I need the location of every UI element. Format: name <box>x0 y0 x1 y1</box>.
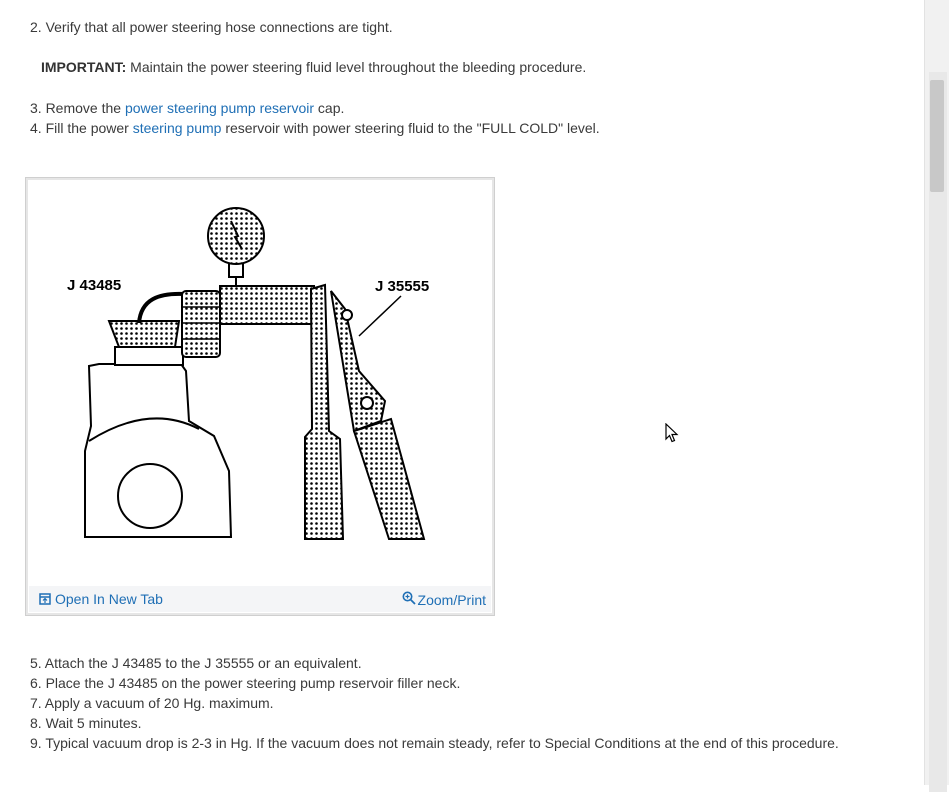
step-3 <box>30 98 344 118</box>
step-4-prefix: 4. Fill the power <box>30 120 133 136</box>
step-9: 9. Typical vacuum drop is 2-3 in Hg. If the vacuum does not remain steady, refer to Special Conditions at the end of this procedure. <box>30 735 839 751</box>
step-4 <box>30 118 600 138</box>
scrollbar-thumb[interactable] <box>930 80 944 192</box>
important-text: Maintain the power steering fluid level throughout the bleeding procedure. <box>126 59 587 75</box>
figure-image[interactable] <box>29 181 491 612</box>
vertical-scrollbar[interactable] <box>924 0 949 785</box>
label-j35555: J 35555 <box>375 278 430 295</box>
zoom-print-link[interactable] <box>402 591 486 608</box>
open-new-tab-icon <box>39 593 51 605</box>
vacuum-tool-diagram <box>29 181 491 581</box>
zoom-magnifier-icon <box>402 591 416 605</box>
open-new-tab-label: Open In New Tab <box>55 591 163 607</box>
figure-container <box>25 177 495 616</box>
label-j43485: J 43485 <box>67 277 122 294</box>
step-6: 6. Place the J 43485 on the power steering pump reservoir filler neck. <box>30 675 461 691</box>
link-power-steering-pump-reservoir[interactable]: power steering pump reservoir <box>124 100 315 116</box>
step-2: 2. Verify that all power steering hose connections are tight. <box>30 19 393 35</box>
figure-toolbar <box>29 586 491 612</box>
step-3-prefix: 3. Remove the <box>30 100 125 116</box>
step-7: 7. Apply a vacuum of 20 Hg. maximum. <box>30 695 274 711</box>
important-label: IMPORTANT: <box>41 59 127 75</box>
step-3-suffix: cap. <box>314 100 345 116</box>
step-8: 8. Wait 5 minutes. <box>30 715 142 731</box>
link-steering-pump[interactable]: steering pump <box>132 120 222 136</box>
open-new-tab-link[interactable] <box>39 591 163 607</box>
step-4-suffix: reservoir with power steering fluid to the "FULL COLD" level. <box>221 120 600 136</box>
step-5: 5. Attach the J 43485 to the J 35555 or an equivalent. <box>30 655 362 671</box>
zoom-print-label: Zoom/Print <box>417 592 486 608</box>
mouse-pointer-icon <box>665 423 679 443</box>
important-note <box>41 57 586 77</box>
